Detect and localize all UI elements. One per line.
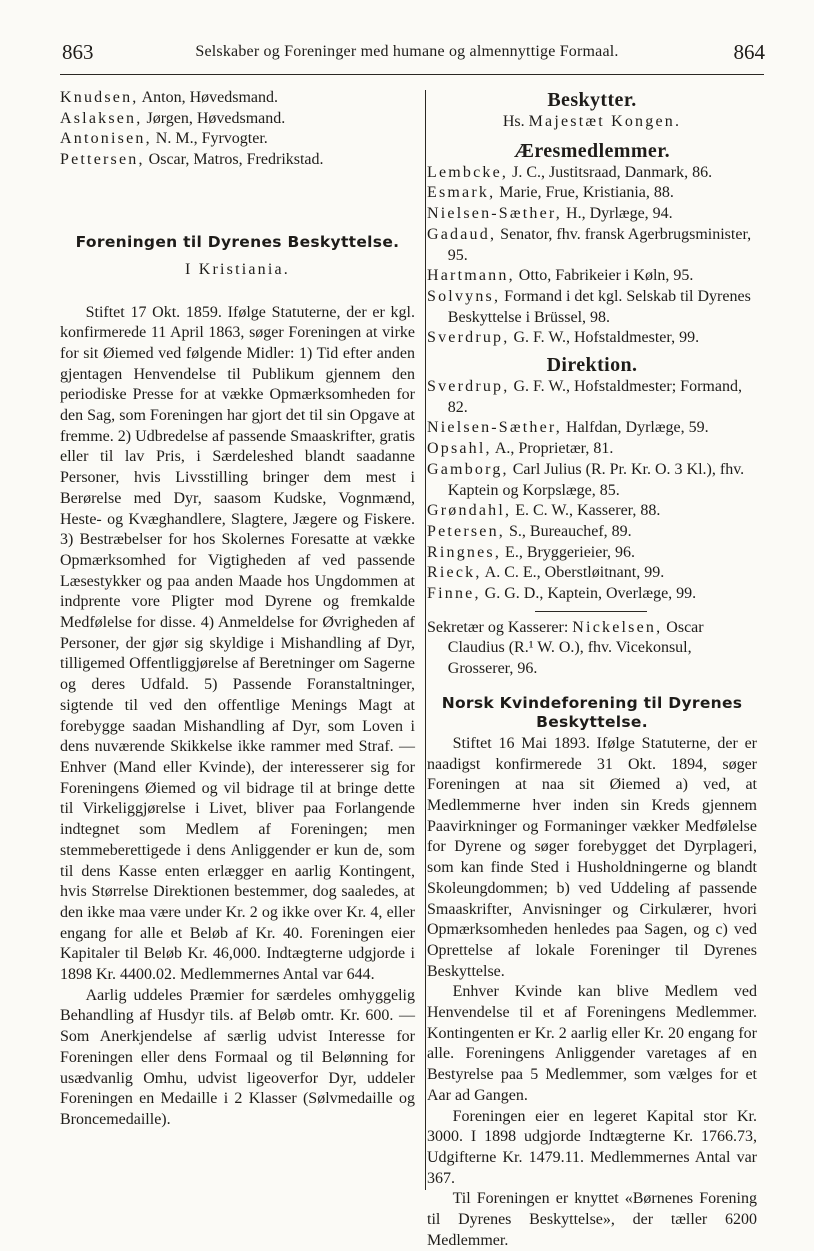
person-name: Finne, <box>427 585 481 603</box>
person-detail: E. C. W., Kasserer, 88. <box>511 502 661 520</box>
person-detail: Marie, Frue, Kristiania, 88. <box>495 184 674 202</box>
paragraph: Aarlig uddeles Præmier for særdeles omhyggelig Behandling af Husdyr tils. af Beløb omtr. Kr. 600. — Som Anerkjendelse af særlig udvist Interesse for Foreningen eller dens Formaal og til Belønning for usædvanlig Omhu, udvist ligeoverfor Dyr, uddeler Foreningen en Medaille i 2 Klasser (Sølvmedaille og Broncemedaille). <box>60 986 415 1128</box>
list-item <box>427 377 757 418</box>
paragraph: Enhver Kvinde kan blive Medlem ved Henvendelse til et af Foreningens Medlemmer. Kontingenten er Kr. 2 aarlig eller Kr. 20 engang for alle. Foreningens Anliggender varetages af en Bestyrelse paa 5 Medlemmer, som vælges for et Aar ad Gangen. <box>427 983 757 1104</box>
location-line: I Kristiania. <box>184 260 291 278</box>
person-detail: Oscar, Matros, Fredrikstad. <box>144 151 324 169</box>
person-detail: Carl Julius (R. Pr. Kr. O. 3 Kl.), fhv. Kaptein og Korpslæge, 85. <box>447 460 745 499</box>
person-name: Gadaud, <box>427 225 497 243</box>
left-column <box>60 88 415 1131</box>
running-title: Selskaber og Foreninger med humane og almennyttige Formaal. <box>195 43 619 60</box>
divider-rule <box>535 611 647 612</box>
list-item <box>427 439 757 460</box>
header-rule <box>60 74 764 75</box>
paragraph: Stiftet 16 Mai 1893. Ifølge Statuterne, der er naadigst konfirmerede 31 Okt. 1894, søger Foreningen at naa sit Øiemed a) ved, at Medlemmerne hver inden sin Kreds gjennem Paavirkninger og Formaninger vækker Medfølelse for Dyrene og søger forebygget det Dyrplageri, som kan finde Sted i Husholdningerne og blandt Skoleungdommen; b) ved Uddeling af passende Smaaskrifter, Anvisninger og Cirkulærer, hvori Opmærksomheden henledes paa Sagen, og c) ved Oprettelse af lokale Foreninger til Dyrenes Beskyttelse. <box>427 734 757 980</box>
beskytter-prefix: Hs. <box>502 113 529 130</box>
person-detail: A., Proprietær, 81. <box>491 440 614 458</box>
person-name: Petersen, <box>427 522 506 540</box>
secretary-label: Sekretær og Kasserer: <box>427 618 573 636</box>
list-item <box>427 328 757 349</box>
list-item <box>427 522 757 543</box>
person-name: Aslaksen, <box>60 109 143 127</box>
person-detail: G. F. W., Hofstaldmester; Formand, 82. <box>447 378 742 416</box>
person-detail: Oscar Claudius (R.¹ W. O.), fhv. Vicekonsul, Grosserer, 96. <box>447 618 704 678</box>
person-name: Esmark, <box>427 184 496 202</box>
person-detail: A. C. E., Oberstløitnant, 99. <box>481 564 665 582</box>
column-divider <box>425 90 426 1190</box>
person-name: Solvyns, <box>427 287 501 305</box>
list-item <box>427 543 757 564</box>
person-detail: Halfdan, Dyrlæge, 59. <box>562 419 709 437</box>
right-column <box>427 88 757 1251</box>
person-name: Lembcke, <box>427 163 509 181</box>
person-detail: J. C., Justitsraad, Danmark, 86. <box>508 163 713 181</box>
person-detail: Anton, Høvedsmand. <box>138 89 279 106</box>
list-item <box>60 129 415 150</box>
secretary-entry <box>427 618 757 680</box>
list-item <box>427 501 757 522</box>
person-detail: N. M., Fyrvogter. <box>151 130 268 148</box>
crew-list <box>60 88 415 171</box>
person-name: Opsahl, <box>427 440 492 458</box>
list-item <box>60 150 415 171</box>
paragraph: Til Foreningen er knyttet «Børnenes Forening til Dyrenes Beskyttelse», der tæller 6200 Medlemmer. <box>427 1190 757 1249</box>
person-name: Majestæt Kongen. <box>528 113 682 130</box>
beskytter-line <box>427 112 757 133</box>
list-item <box>427 287 757 328</box>
page-number-left: 863 <box>62 40 94 64</box>
section-heading: Norsk Kvindeforening til Dyrenes Beskyttelse. <box>441 693 743 731</box>
beskytter-heading: Beskytter. <box>547 89 637 111</box>
list-item <box>427 563 757 584</box>
section-heading: Foreningen til Dyrenes Beskyttelse. <box>75 232 400 251</box>
person-name: Antonisen, <box>60 130 152 148</box>
person-detail: G. G. D., Kaptein, Overlæge, 99. <box>480 585 697 603</box>
person-name: Knudsen, <box>60 89 139 106</box>
list-item <box>427 418 757 439</box>
aeresmedlemmer-list <box>427 163 757 349</box>
list-item <box>427 584 757 605</box>
aeresmedlemmer-heading: Æresmedlemmer. <box>513 139 671 162</box>
person-name: Ringnes, <box>427 543 502 561</box>
list-item <box>427 460 757 501</box>
person-name: Nickelsen, <box>572 618 663 636</box>
person-name: Nielsen-Sæther, <box>427 419 563 437</box>
person-detail: Jørgen, Høvedsmand. <box>142 109 286 127</box>
direktion-list <box>427 377 757 605</box>
list-item <box>427 163 757 184</box>
direktion-heading: Direktion. <box>546 354 638 377</box>
list-item <box>427 225 757 266</box>
list-item <box>427 183 757 204</box>
person-detail: S., Bureauchef, 89. <box>505 522 632 540</box>
list-item <box>427 266 757 287</box>
page-number-right: 864 <box>733 40 765 64</box>
paragraph: Foreningen eier en legeret Kapital stor Kr. 3000. I 1898 udgjorde Indtægterne Kr. 1766.73, Udgifterne Kr. 1479.11. Medlemmernes Antal var 367. <box>427 1107 757 1187</box>
paragraph: Stiftet 17 Okt. 1859. Ifølge Statuterne, der er kgl. konfirmerede 11 April 1863, søger Foreningen at virke for sit Øiemed ved følgende Midler: 1) Tid efter anden gjentagen Henvendelse til Publikum gjennem den periodiske Presse for at vække Opmærksomheden for den Sag, som Foreningen har gjort det til sin Opgave at fremme. 2) Udbredelse af passende Smaaskrifter, gratis eller til lav Pris, i Særdeleshed blandt saadanne Personer, hvis Livsstilling bringer dem mest i Berørelse med Dyr, saasom Kudske, Vognmænd, Heste- og Kvæghandlere, Slagtere, Jægere og Fiskere. 3) Bestræbelser for hos Skolernes Foresatte at vække Opmærksomhed for Vigtigheden af ved passende Læsestykker og paa anden Maade hos Ungdommen at indprente vore Pligter mod Dyrene og fremkalde Medfølelse for disse. 4) Anmeldelse for Øvrigheden af Personer, der gjør sig skyldige i Mishandling af Dyr, tilligemed Offentliggjørelse af Beretninger om Sagerne og deres Udfald. 5) Passende Foranstaltninger, sigtende til ved den offentlige Menings Magt at forebygge saadan Mishandling af Dyr, som Loven i dens nuværende Skikkelse ikke rammer med Straf. — Enhver (Mand eller Kvinde), der interesserer sig for Foreningens Øiemed og vil bidrage til at bringe dette til Virkeliggjørelse i Livet, bliver paa Forlangende indtegnet som Medlem af Foreningen; men stemmeberettigede i dens Anliggender er kun de, som til dens Kasse enten erlægger en aarlig Kontingent, hvis Størrelse Direktionen bestemmer, dog saaledes, at den ikke maa være under Kr. 2 og ikke over Kr. 4, eller engang for alle et Beløb af Kr. 40. Foreningen eier Kapitaler til Beløb Kr. 46,000. Indtægterne udgjorde i 1898 Kr. 4400.02. Medlemmernes Antal var 644. <box>60 303 415 984</box>
list-item <box>60 88 415 109</box>
person-detail: H., Dyrlæge, 94. <box>562 205 673 223</box>
page-header <box>0 0 814 80</box>
person-name: Sverdrup, <box>427 378 510 396</box>
person-name: Pettersen, <box>60 151 145 169</box>
person-detail: Formand i det kgl. Selskab til Dyrenes Beskyttelse i Brüssel, 98. <box>447 287 751 326</box>
person-detail: Otto, Fabrikeier i Køln, 95. <box>514 267 694 285</box>
list-item <box>427 204 757 225</box>
person-detail: E., Bryggerieier, 96. <box>501 543 636 561</box>
person-name: Gamborg, <box>427 460 509 478</box>
person-name: Nielsen-Sæther, <box>427 205 563 223</box>
list-item <box>60 109 415 130</box>
person-detail: G. F. W., Hofstaldmester, 99. <box>509 329 700 347</box>
person-detail: Senator, fhv. fransk Agerbrugsminister, 95. <box>447 225 752 264</box>
person-name: Rieck, <box>427 564 482 582</box>
person-name: Sverdrup, <box>427 329 510 347</box>
person-name: Grøndahl, <box>427 502 512 520</box>
person-name: Hartmann, <box>427 267 515 285</box>
